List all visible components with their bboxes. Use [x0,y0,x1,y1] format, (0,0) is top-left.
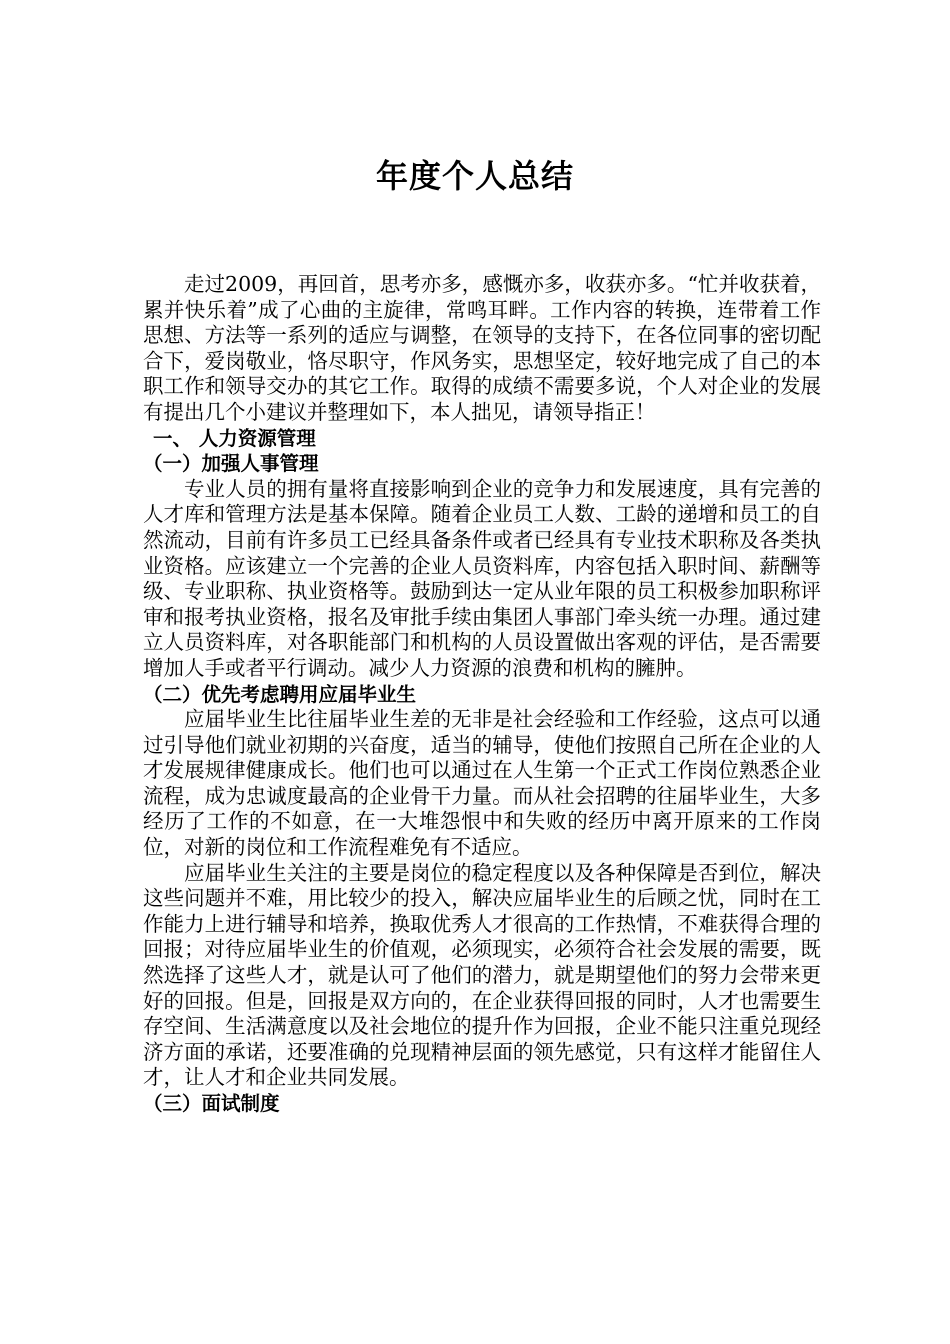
subsection-heading-graduates: （二）优先考虑聘用应届毕业生 [143,682,417,706]
document-body [143,272,821,1117]
subsection-heading-personnel: （一）加强人事管理 [143,452,319,476]
document-title: 年度个人总结 [375,157,574,195]
section-heading-hr-management: 一、 人力资源管理 [153,426,316,450]
subsection-heading-interview: （三）面试制度 [143,1092,280,1115]
graduates-paragraph-2: 应届毕业生关注的主要是岗位的稳定程度以及各种保障是否到位，解决这些问题并不难，用比较少的投入，解决应届毕业生的后顾之忧，同时在工作能力上进行辅导和培养，换取优秀人才很高的工作热情，不难获得合理的回报；对待应届毕业生的价值观，必须现实，必须符合社会发展的需要，既然选择了这些人才，就是认可了他们的潜力，就是期望他们的努力会带来更好的回报。但是，回报是双方向的，在企业获得回报的同时，人才也需要生存空间、生活满意度以及社会地位的提升作为回报，企业不能只注重兑现经济方面的承诺，还要准确的兑现精神层面的领先感觉，只有这样才能留住人才，让人才和企业共同发展。 [143,860,821,1090]
intro-paragraph: 走过2009，再回首，思考亦多，感慨亦多，收获亦多。“忙并收获着，累并快乐着”成了心曲的主旋律，常鸣耳畔。工作内容的转换，连带着工作思想、方法等一系列的适应与调整，在领导的支持下，在各位同事的密切配合下，爱岗敬业，恪尽职守，作风务实，思想坚定，较好地完成了自己的本职工作和领导交办的其它工作。取得的成绩不需要多说，个人对企业的发展有提出几个小建议并整理如下，本人拙见，请领导指正！ [143,272,821,424]
personnel-paragraph: 专业人员的拥有量将直接影响到企业的竞争力和发展速度，具有完善的人才库和管理方法是基本保障。随着企业员工人数、工龄的递增和员工的自然流动，目前有许多员工已经具备条件或者已经具有专业技术职称及各类执业资格。应该建立一个完善的企业人员资料库，内容包括入职时间、薪酬等级、专业职称、执业资格等。鼓励到达一定从业年限的员工积极参加职称评审和报考执业资格，报名及审批手续由集团人事部门牵头统一办理。通过建立人员资料库，对各职能部门和机构的人员设置做出客观的评估，是否需要增加人手或者平行调动。减少人力资源的浪费和机构的臃肿。 [143,476,821,680]
graduates-paragraph-1: 应届毕业生比往届毕业生差的无非是社会经验和工作经验，这点可以通过引导他们就业初期的兴奋度，适当的辅导，使他们按照自己所在企业的人才发展规律健康成长。他们也可以通过在人生第一个正式工作岗位熟悉企业流程，成为忠诚度最高的企业骨干力量。而从社会招聘的往届毕业生，大多经历了工作的不如意，在一大堆怨恨中和失败的经历中离开原来的工作岗位，对新的岗位和工作流程难免有不适应。 [143,707,821,860]
